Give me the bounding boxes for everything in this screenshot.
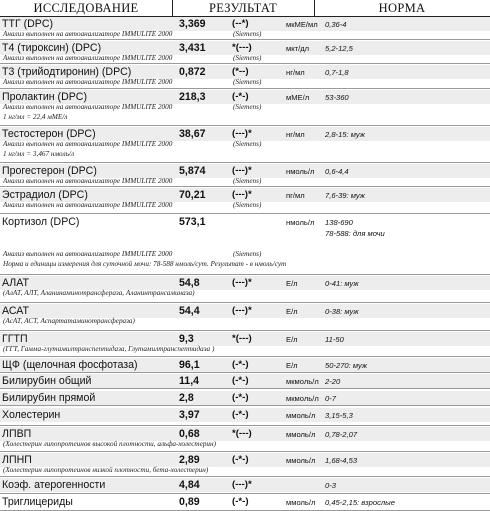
- result-flag: (---)*: [232, 165, 252, 176]
- test-name: ГГТП: [2, 333, 28, 345]
- test-name: Коэф. атерогенности: [2, 479, 106, 491]
- result-value: 4,84: [179, 479, 200, 491]
- table-row: [0, 41, 490, 64]
- test-name: ЛПНП: [2, 454, 32, 466]
- result-flag: (-*-): [232, 409, 249, 420]
- analysis-note: Анализ выполнен на автоанализаторе IMMULITE 2000: [3, 54, 173, 62]
- row-divider: [0, 162, 490, 163]
- table-row: [0, 127, 490, 163]
- table-row: [0, 478, 490, 494]
- test-name: АСАТ: [2, 305, 29, 317]
- test-name: Эстрадиол (DPC): [2, 189, 88, 201]
- reference-range: 0-38: муж: [325, 307, 359, 316]
- result-value: 3,369: [179, 18, 206, 30]
- table-row: [0, 304, 490, 331]
- result-unit: мкт/дл: [286, 44, 310, 53]
- reference-range-secondary: 78-588: для мочи: [325, 229, 385, 238]
- result-flag: (---)*: [232, 305, 252, 316]
- analysis-note: Анализ выполнен на автоанализаторе IMMULITE 2000: [3, 103, 173, 111]
- reference-range: 11-50: [325, 335, 344, 344]
- analyzer-vendor-note: (Siemens): [233, 140, 262, 148]
- reference-range: 7,6-39: муж: [325, 191, 365, 200]
- table-row: [0, 495, 490, 511]
- result-flag: (-*-): [232, 454, 249, 465]
- result-flag: (-*-): [232, 91, 249, 102]
- result-unit: Е/л: [286, 279, 298, 288]
- analyzer-vendor-note: (Siemens): [233, 103, 262, 111]
- result-unit: нг/мл: [286, 130, 305, 139]
- table-row: [0, 215, 490, 275]
- analysis-note: (Холестерин липопротеинов высокой плотности, альфа-холестерин): [3, 440, 216, 448]
- table-row: [0, 188, 490, 214]
- result-unit: нмоль/л: [286, 218, 315, 227]
- result-flag: (-*-): [232, 496, 249, 507]
- result-flag: (--*): [232, 18, 249, 29]
- reference-range: 1,68-4,53: [325, 456, 358, 465]
- result-unit: мкмоль/л: [286, 377, 319, 386]
- result-value: 2,8: [179, 392, 194, 404]
- test-name: Т4 (тироксин) (DPC): [2, 42, 102, 54]
- analyzer-vendor-note: (Siemens): [233, 30, 262, 38]
- test-name: Тестостерон (DPC): [2, 128, 96, 140]
- result-value: 11,4: [179, 375, 200, 387]
- test-name: ТТГ (DPC): [2, 18, 54, 30]
- result-flag: (---)*: [232, 128, 252, 139]
- row-divider: [0, 451, 490, 452]
- header-test-column: ИССЛЕДОВАНИЕ: [33, 1, 139, 15]
- row-divider: [0, 39, 490, 40]
- result-value: 0,89: [179, 496, 200, 508]
- analysis-note: Анализ выполнен на автоанализаторе IMMULITE 2000: [3, 177, 173, 185]
- row-divider: [0, 476, 490, 477]
- result-value: 70,21: [179, 189, 206, 201]
- reference-range: 0,45-2,15: взрослые: [325, 498, 395, 507]
- result-flag: (*--): [232, 66, 249, 77]
- result-unit: ммоль/л: [286, 430, 316, 439]
- analysis-note: Анализ выполнен на автоанализаторе IMMULITE 2000: [3, 250, 173, 258]
- analysis-note: Анализ выполнен на автоанализаторе IMMULITE 2000: [3, 201, 173, 209]
- reference-range: 0,36-4: [325, 20, 347, 29]
- table-row: [0, 427, 490, 452]
- table-row: [0, 90, 490, 126]
- reference-range: 0-3: [325, 481, 336, 490]
- result-value: 0,872: [179, 66, 206, 78]
- conversion-note: Норма и единицы измерения для суточной мочи: 78-588 нмоль/сут. Результат - в нмоль/сут: [3, 260, 287, 268]
- row-divider: [0, 372, 490, 373]
- test-name: ЩФ (щелочная фосфотаза): [2, 359, 138, 371]
- conversion-note: 1 нг/мл = 22,4 мМЕ/л: [3, 113, 68, 121]
- reference-range: 138-690: [325, 218, 353, 227]
- table-row: [0, 391, 490, 406]
- test-name: Билирубин общий: [2, 375, 92, 387]
- row-divider: [0, 88, 490, 89]
- result-value: 54,8: [179, 277, 200, 289]
- header-norm-column: НОРМА: [378, 1, 426, 15]
- reference-range: 0-41: муж: [325, 279, 359, 288]
- result-unit: ммоль/л: [286, 456, 316, 465]
- analysis-note: (ГГТ, Гамма-глутамилтранспептидаза, Глутамилтранспептидаза ): [3, 345, 215, 353]
- result-unit: пг/мл: [286, 191, 305, 200]
- row-divider: [0, 493, 490, 494]
- reference-range: 50-270: муж: [325, 361, 368, 370]
- table-row: [0, 164, 490, 187]
- result-value: 54,4: [179, 305, 200, 317]
- result-value: 3,431: [179, 42, 206, 54]
- reference-range: 2,8-15: муж: [325, 130, 365, 139]
- reference-range: 0,7-1,8: [325, 68, 349, 77]
- reference-range: 53-360: [325, 93, 349, 102]
- table-row: [0, 17, 490, 40]
- analyzer-vendor-note: (Siemens): [233, 177, 262, 185]
- result-value: 573,1: [179, 216, 206, 228]
- test-name: ЛПВП: [2, 428, 32, 440]
- row-divider: [0, 302, 490, 303]
- row-divider: [0, 274, 490, 275]
- reference-range: 3,15-5,3: [325, 411, 353, 420]
- result-flag: *(---): [232, 42, 252, 53]
- row-divider: [0, 125, 490, 126]
- analysis-note: (АлАТ, АЛТ, Аланинаминотрансфераза, Аланинтрансаминаза): [3, 289, 195, 297]
- table-row: [0, 374, 490, 389]
- result-unit: Е/л: [286, 307, 298, 316]
- result-flag: (---)*: [232, 479, 252, 490]
- test-name: Прогестерон (DPC): [2, 165, 97, 177]
- result-flag: (-*-): [232, 359, 249, 370]
- result-flag: (-*-): [232, 392, 249, 403]
- table-row: [0, 276, 490, 303]
- result-value: 3,97: [179, 409, 200, 421]
- table-row: [0, 408, 490, 426]
- header-result-column: РЕЗУЛЬТАТ: [208, 1, 278, 15]
- test-name: Билирубин прямой: [2, 392, 96, 404]
- row-divider: [0, 63, 490, 64]
- row-divider: [0, 425, 490, 426]
- analysis-note: Анализ выполнен на автоанализаторе IMMULITE 2000: [3, 30, 173, 38]
- analysis-note: (Холестерин липопротеинов низкой плотности, бета-холестерин): [3, 466, 209, 474]
- result-value: 2,89: [179, 454, 200, 466]
- result-value: 9,3: [179, 333, 194, 345]
- result-unit: мкмоль/л: [286, 394, 319, 403]
- result-value: 0,68: [179, 428, 200, 440]
- result-unit: нг/мл: [286, 68, 305, 77]
- row-divider: [0, 213, 490, 214]
- test-name: Кортизол (DPC): [2, 216, 80, 228]
- result-value: 96,1: [179, 359, 200, 371]
- result-unit: ммоль/л: [286, 411, 316, 420]
- analysis-note: Анализ выполнен на автоанализаторе IMMULITE 2000: [3, 140, 173, 148]
- row-divider: [0, 405, 490, 406]
- result-value: 5,874: [179, 165, 206, 177]
- table-row: [0, 332, 490, 357]
- row-divider: [0, 330, 490, 331]
- analyzer-vendor-note: (Siemens): [233, 201, 262, 209]
- row-divider: [0, 356, 490, 357]
- reference-range: 2-20: [325, 377, 341, 386]
- reference-range: 0,78-2,07: [325, 430, 358, 439]
- result-flag: (---)*: [232, 189, 252, 200]
- result-unit: нмоль/л: [286, 167, 315, 176]
- test-name: Т3 (трийодтиронин) (DPC): [2, 66, 132, 78]
- analyzer-vendor-note: (Siemens): [233, 54, 262, 62]
- conversion-note: 1 нг/мл = 3,467 нмоль/л: [3, 150, 74, 158]
- table-row: [0, 453, 490, 477]
- result-unit: ммоль/л: [286, 498, 316, 507]
- row-divider: [0, 388, 490, 389]
- result-flag: *(---): [232, 428, 252, 439]
- table-row: [0, 358, 490, 373]
- result-unit: Е/л: [286, 361, 298, 370]
- result-unit: мкМЕ/мл: [286, 20, 318, 29]
- result-unit: мМЕ/л: [286, 93, 310, 102]
- result-flag: *(---): [232, 333, 252, 344]
- test-name: АЛАТ: [2, 277, 29, 289]
- reference-range: 5,2-12,5: [325, 44, 353, 53]
- header-divider: [314, 0, 315, 17]
- table-row: [0, 65, 490, 89]
- test-name: Пролактин (DPC): [2, 91, 87, 103]
- analyzer-vendor-note: (Siemens): [233, 250, 262, 258]
- test-name: Холестерин: [2, 409, 61, 421]
- result-flag: (---)*: [232, 277, 252, 288]
- result-flag: (-*-): [232, 375, 249, 386]
- result-value: 38,67: [179, 128, 206, 140]
- row-divider: [0, 186, 490, 187]
- reference-range: 0-7: [325, 394, 336, 403]
- analysis-note: (АсАТ, АСТ, Аспартатаминотрансфераза): [3, 317, 135, 325]
- reference-range: 0,6-4,4: [325, 167, 349, 176]
- analyzer-vendor-note: (Siemens): [233, 78, 262, 86]
- analysis-note: Анализ выполнен на автоанализаторе IMMULITE 2000: [3, 78, 173, 86]
- result-value: 218,3: [179, 91, 206, 103]
- result-unit: Е/л: [286, 335, 298, 344]
- header-divider: [172, 0, 173, 17]
- test-name: Триглицериды: [2, 496, 73, 508]
